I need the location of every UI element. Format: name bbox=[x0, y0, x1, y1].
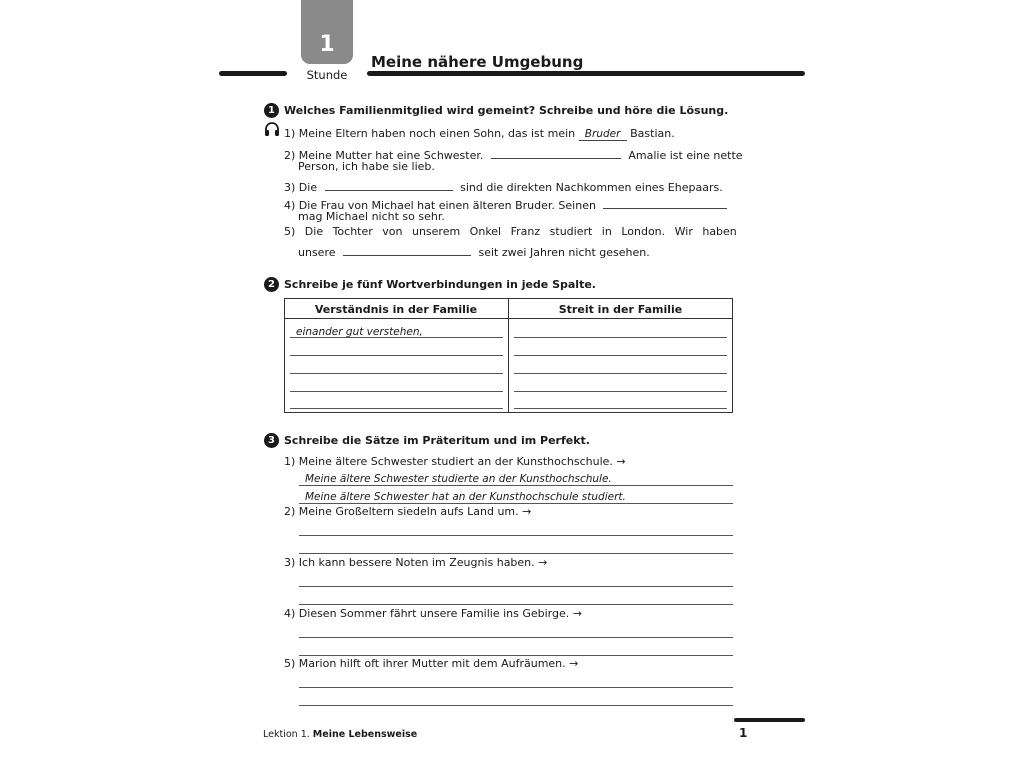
header-bar-left bbox=[219, 71, 287, 76]
exercise1-item-3: 3) Die sind die direkten Nachkommen eines Ehepaars. bbox=[284, 178, 723, 194]
exercise3-answer-praeteritum: Meine ältere Schwester studierte an der Kunsthochschule. bbox=[305, 473, 612, 485]
table-header-divider bbox=[284, 318, 733, 319]
exercise1-title: Welches Familienmitglied wird gemeint? Schreibe und höre die Lösung. bbox=[284, 104, 729, 117]
exercise1-item-1: 1) Meine Eltern haben noch einen Sohn, das ist mein Bruder Bastian. bbox=[284, 127, 675, 140]
exercise1-number-badge: 1 bbox=[264, 103, 279, 118]
exercise1-item-5: 5) Die Tochter von unserem Onkel Franz studiert in London. Wir haben bbox=[284, 225, 737, 238]
answer-gap[interactable] bbox=[343, 243, 471, 256]
exercise3-item-1: 1) Meine ältere Schwester studiert an der Kunsthochschule. → bbox=[284, 455, 626, 468]
exercise1-item-2: 2) Meine Mutter hat eine Schwester. Amalie ist eine nette bbox=[284, 146, 743, 162]
writing-line[interactable] bbox=[299, 485, 733, 486]
writing-line[interactable] bbox=[299, 586, 733, 587]
writing-line[interactable] bbox=[299, 553, 733, 554]
exercise1-item-2-cont: Person, ich habe sie lieb. bbox=[298, 160, 435, 173]
exercise3-title: Schreibe die Sätze im Präteritum und im Perfekt. bbox=[284, 434, 590, 447]
answer-gap[interactable] bbox=[491, 146, 621, 159]
footer-lesson: Lektion 1. Meine Lebensweise bbox=[263, 729, 418, 740]
header-bar-right bbox=[367, 71, 805, 76]
writing-line[interactable] bbox=[299, 705, 733, 706]
writing-line[interactable] bbox=[514, 391, 727, 392]
footer-bar bbox=[734, 718, 805, 722]
page-number: 1 bbox=[739, 726, 748, 740]
exercise1-item-4-cont: mag Michael nicht so sehr. bbox=[298, 210, 445, 223]
writing-line[interactable] bbox=[299, 637, 733, 638]
writing-line[interactable] bbox=[290, 355, 503, 356]
exercise3-item-2: 2) Meine Großeltern siedeln aufs Land um. → bbox=[284, 505, 532, 518]
writing-line[interactable] bbox=[514, 355, 727, 356]
writing-line[interactable] bbox=[514, 408, 727, 409]
writing-line[interactable] bbox=[290, 408, 503, 409]
writing-line[interactable] bbox=[290, 373, 503, 374]
writing-line[interactable] bbox=[299, 655, 733, 656]
exercise2-number-badge: 2 bbox=[264, 277, 279, 292]
table-example-answer: einander gut verstehen, bbox=[296, 326, 423, 338]
writing-line[interactable] bbox=[299, 604, 733, 605]
exercise1-item-5-cont: unsere seit zwei Jahren nicht gesehen. bbox=[298, 243, 650, 259]
answer-gap[interactable] bbox=[325, 178, 453, 191]
exercise3-number-badge: 3 bbox=[264, 433, 279, 448]
writing-line[interactable] bbox=[299, 503, 733, 504]
table-header-understanding: Verständnis in der Familie bbox=[314, 303, 478, 316]
exercise3-item-5: 5) Marion hilft oft ihrer Mutter mit dem Aufräumen. → bbox=[284, 657, 579, 670]
answer-gap[interactable] bbox=[603, 196, 727, 209]
writing-line[interactable] bbox=[299, 535, 733, 536]
exercise2-title: Schreibe je fünf Wortverbindungen in jede Spalte. bbox=[284, 278, 596, 291]
exercise3-item-3: 3) Ich kann bessere Noten im Zeugnis haben. → bbox=[284, 556, 548, 569]
writing-line[interactable] bbox=[290, 391, 503, 392]
exercise1-item-4: 4) Die Frau von Michael hat einen älteren Bruder. Seinen bbox=[284, 196, 727, 212]
table-header-conflict: Streit in der Familie bbox=[558, 303, 683, 316]
writing-line[interactable] bbox=[514, 337, 727, 338]
page-title: Meine nähere Umgebung bbox=[371, 53, 584, 71]
answer-bruder: Bruder bbox=[579, 128, 627, 141]
writing-line[interactable] bbox=[290, 337, 503, 338]
writing-line[interactable] bbox=[514, 373, 727, 374]
lesson-number: 1 bbox=[319, 32, 335, 57]
lesson-label: Stunde bbox=[306, 68, 348, 82]
exercise3-answer-perfekt: Meine ältere Schwester hat an der Kunsthochschule studiert. bbox=[305, 491, 626, 503]
writing-line[interactable] bbox=[299, 687, 733, 688]
headphones-icon bbox=[264, 121, 280, 137]
exercise3-item-4: 4) Diesen Sommer fährt unsere Familie ins Gebirge. → bbox=[284, 607, 582, 620]
